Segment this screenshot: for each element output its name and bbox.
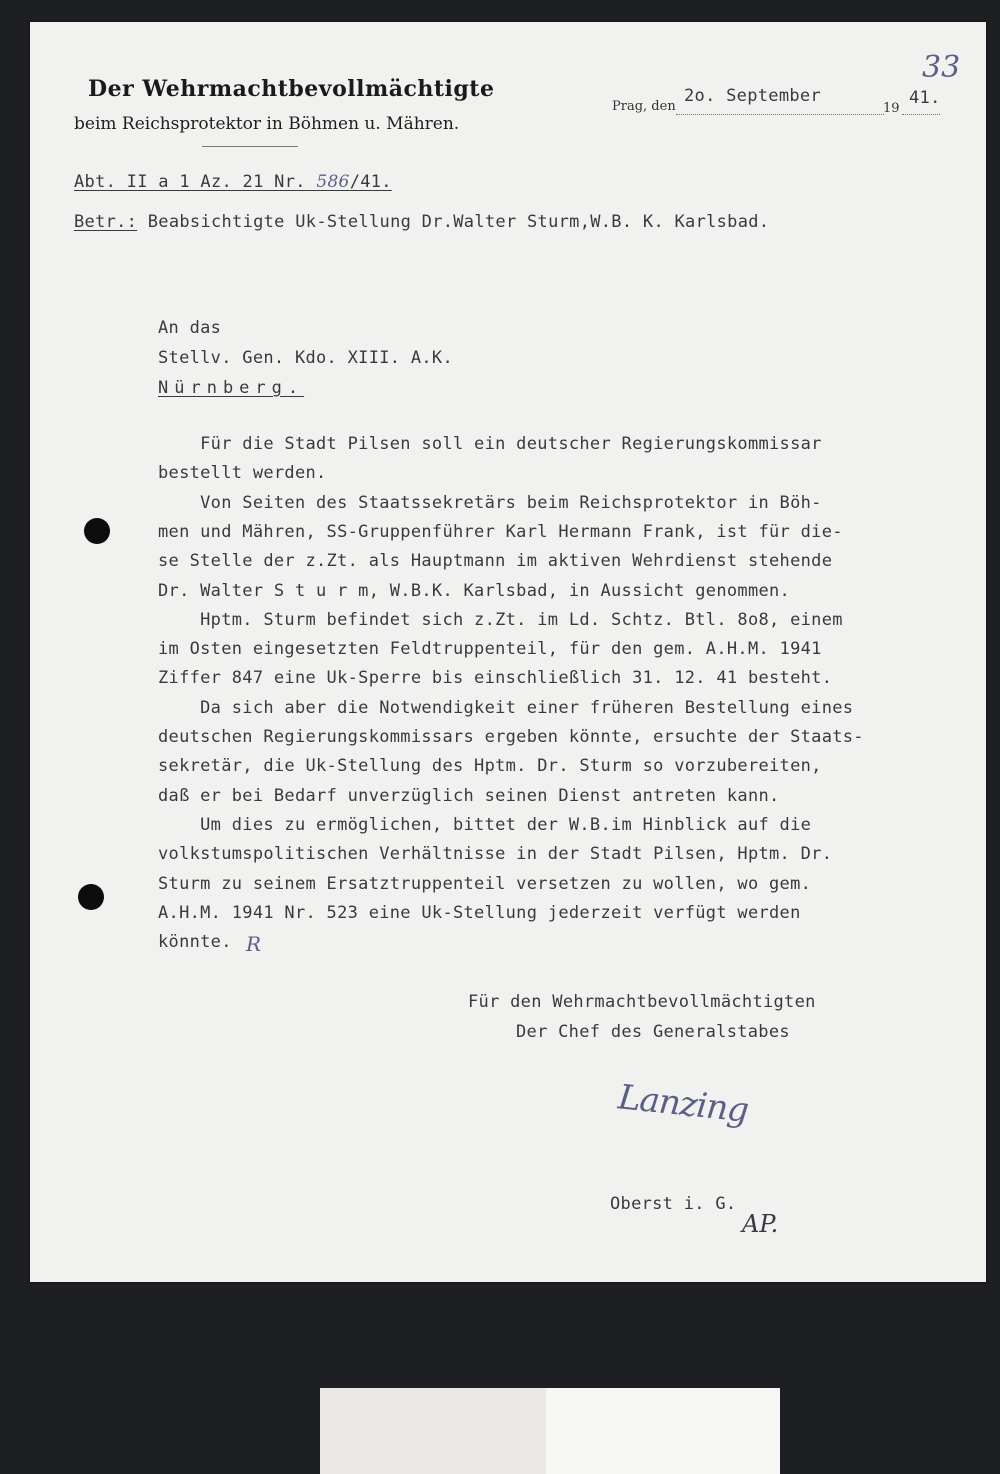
body-line: daß er bei Bedarf unverzüglich seinen Dienst antreten kann. (158, 785, 780, 806)
body-line: Für die Stadt Pilsen soll ein deutscher Regierungskommissar (158, 434, 822, 454)
closing-line1: Für den Wehrmachtbevollmächtigten (468, 992, 816, 1012)
scan-strip-left (320, 1388, 546, 1474)
body-line: Sturm zu seinem Ersatztruppenteil versetzen zu wollen, wo gem. (158, 873, 812, 894)
addressee-line1: An das (158, 318, 222, 338)
reference-handwritten-number: 586 (316, 172, 350, 192)
body-line: deutschen Regierungskommissars ergeben könnte, ersuchte der Staats- (158, 727, 864, 747)
handwritten-signature: Lanzing (616, 1077, 750, 1131)
reference-prefix: Abt. II a 1 Az. 21 Nr. (74, 172, 306, 192)
punch-hole-upper (84, 518, 110, 544)
body-line: A.H.M. 1941 Nr. 523 eine Uk-Stellung jederzeit verfügt werden (158, 902, 801, 923)
punch-hole-lower (78, 884, 104, 910)
reference-line (74, 172, 392, 192)
document-page (30, 22, 986, 1282)
addressee-line2: Stellv. Gen. Kdo. XIII. A.K. (158, 348, 453, 368)
body-line: bestellt werden. (158, 463, 327, 484)
scan-strip-right (546, 1388, 780, 1474)
dateline-year-prefix: 19 (883, 101, 900, 116)
closing-line2: Der Chef des Generalstabes (516, 1022, 790, 1042)
dateline-date: 2o. September (684, 86, 821, 106)
margin-mark: R (246, 932, 262, 956)
body-line: sekretär, die Uk-Stellung des Hptm. Dr. Sturm so vorzubereiten, (158, 756, 822, 777)
reference-suffix: /41. (349, 172, 392, 192)
body-line: Dr. Walter S t u r m, W.B.K. Karlsbad, in Aussicht genommen. (158, 580, 791, 601)
body-line: Von Seiten des Staatssekretärs beim Reichsprotektor in Böh- (158, 492, 822, 513)
body-line: volkstumspolitischen Verhältnisse in der Stadt Pilsen, Hptm. Dr. (158, 844, 833, 865)
dateline-year: 41. (909, 88, 941, 108)
subject-label: Betr.: (74, 212, 138, 232)
letterhead-rule (202, 146, 298, 147)
subject-text: Beabsichtigte Uk-Stellung Dr.Walter Sturm,W.B. K. Karlsbad. (147, 212, 770, 232)
body-line: Um dies zu ermöglichen, bittet der W.B.im Hinblick auf die (158, 814, 812, 835)
body-line: Hptm. Sturm befindet sich z.Zt. im Ld. Schtz. Btl. 8o8, einem (158, 609, 843, 630)
dateline-year-dots (902, 114, 940, 115)
letterhead-title: Der Wehrmachtbevollmächtigte (88, 76, 495, 102)
body-line: Da sich aber die Notwendigkeit einer früheren Bestellung eines (158, 697, 854, 718)
body-line: im Osten eingesetzten Feldtruppenteil, für den gem. A.H.M. 1941 (158, 639, 822, 660)
body-line: Ziffer 847 eine Uk-Sperre bis einschließlich 31. 12. 41 besteht. (158, 668, 833, 689)
folio-number: 33 (922, 50, 961, 85)
handwritten-initials: AP. (742, 1210, 779, 1238)
addressee-city: Nürnberg. (158, 378, 305, 398)
body-line: könnte. (158, 932, 232, 953)
dateline-dots (676, 114, 884, 115)
signatory-rank: Oberst i. G. (610, 1194, 737, 1214)
body-line: se Stelle der z.Zt. als Hauptmann im aktiven Wehrdienst stehende (158, 551, 833, 572)
dateline-place: Prag, den (612, 99, 676, 114)
scan-strip (320, 1388, 780, 1474)
body-line: men und Mähren, SS-Gruppenführer Karl Hermann Frank, ist für die- (158, 521, 843, 542)
letterhead-subtitle: beim Reichsprotektor in Böhmen u. Mähren. (74, 114, 460, 134)
subject-line (74, 212, 769, 232)
